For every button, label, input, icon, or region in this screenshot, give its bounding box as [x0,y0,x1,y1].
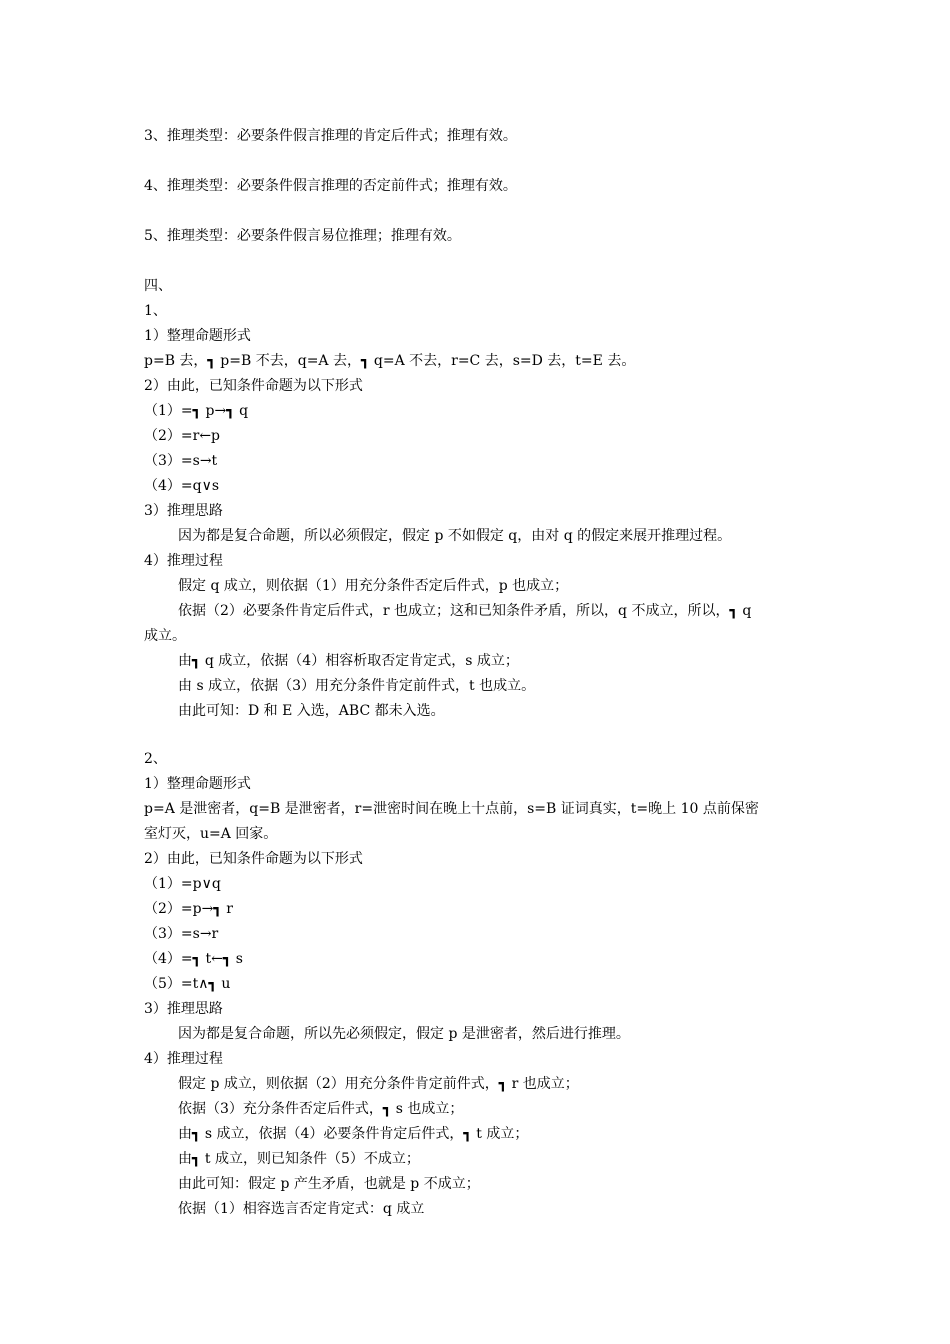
section-heading: 四、 [144,278,172,294]
text-line: 假定 p 成立，则依据（2）用充分条件肯定前件式，┓ r 也成立； [178,1076,579,1092]
step-heading: 3）推理思路 [144,1001,223,1017]
text-line: p=B 去，┓ p=B 不去，q=A 去，┓ q=A 不去，r=C 去，s=D 去，t=E 去。 [144,353,636,369]
text-line: 依据（2）必要条件肯定后件式，r 也成立；这和已知条件矛盾，所以，q 不成立，所以，┓ q [178,603,752,619]
step-heading: 4）推理过程 [144,1051,223,1067]
step-heading: 1）整理命题形式 [144,328,251,344]
text-line: 假定 q 成立，则依据（1）用充分条件否定后件式，p 也成立； [178,578,569,594]
step-heading: 2）由此，已知条件命题为以下形式 [144,851,363,867]
step-heading: 1）整理命题形式 [144,776,251,792]
text-line: 成立。 [144,628,186,644]
text-line: 依据（1）相容选言否定肯定式：q 成立 [178,1201,425,1217]
text-line: 5、推理类型：必要条件假言易位推理；推理有效。 [144,228,461,244]
text-line: 3、推理类型：必要条件假言推理的肯定后件式；推理有效。 [144,128,517,144]
text-line: 由┓ t 成立，则已知条件（5）不成立； [178,1151,420,1167]
formula-line: （4）=q∨s [144,478,220,494]
formula-line: （1）=┓ p→┓ q [144,403,249,419]
subsection-heading: 2、 [144,751,167,767]
text-line: 因为都是复合命题，所以必须假定，假定 p 不如假定 q，由对 q 的假定来展开推理过程。 [178,528,732,544]
text-line: 依据（3）充分条件否定后件式，┓ s 也成立； [178,1101,464,1117]
text-line: 由此可知：假定 p 产生矛盾，也就是 p 不成立； [178,1176,480,1192]
formula-line: （4）=┓ t←┓ s [144,951,243,967]
step-heading: 3）推理思路 [144,503,223,519]
text-line: 4、推理类型：必要条件假言推理的否定前件式；推理有效。 [144,178,517,194]
step-heading: 4）推理过程 [144,553,223,569]
text-line: 由此可知：D 和 E 入选，ABC 都未入选。 [178,703,445,719]
text-line: 室灯灭，u=A 回家。 [144,826,278,842]
text-line: 由 s 成立，依据（3）用充分条件肯定前件式，t 也成立。 [178,678,536,694]
formula-line: （5）=t∧┓ u [144,976,231,992]
formula-line: （1）=p∨q [144,876,221,892]
text-line: 由┓ s 成立，依据（4）必要条件肯定后件式，┓ t 成立； [178,1126,529,1142]
formula-line: （3）=s→t [144,453,218,469]
formula-line: （2）=p→┓ r [144,901,233,917]
formula-line: （2）=r←p [144,428,221,444]
text-line: 因为都是复合命题，所以先必须假定，假定 p 是泄密者，然后进行推理。 [178,1026,630,1042]
step-heading: 2）由此，已知条件命题为以下形式 [144,378,363,394]
text-line: p=A 是泄密者，q=B 是泄密者，r=泄密时间在晚上十点前，s=B 证词真实，t=晚上 10 点前保密 [144,801,759,817]
text-line: 由┓ q 成立，依据（4）相容析取否定肯定式，s 成立； [178,653,519,669]
subsection-heading: 1、 [144,303,167,319]
formula-line: （3）=s→r [144,926,219,942]
